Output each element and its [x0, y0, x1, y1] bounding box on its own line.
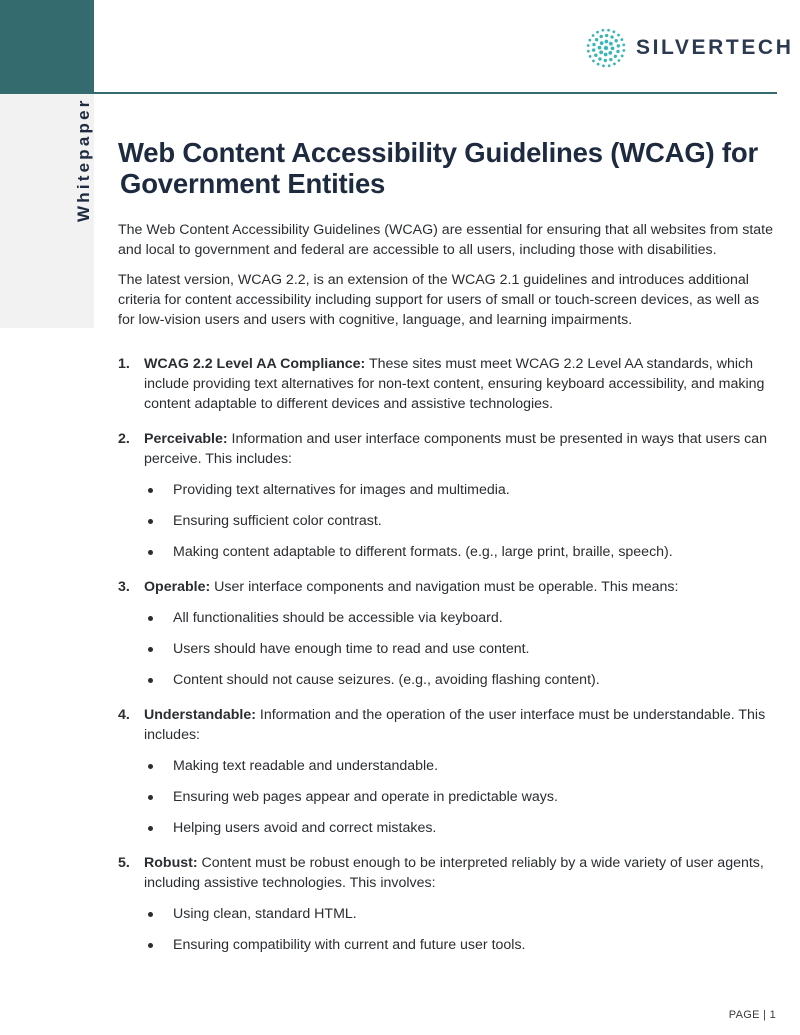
logo-dot: [614, 55, 617, 58]
logo-dot: [594, 54, 597, 57]
logo-dot: [622, 43, 625, 46]
page-title: [118, 137, 778, 199]
logo-dot: [604, 53, 608, 57]
logo-dot: [599, 50, 603, 54]
item-number: 2.: [118, 431, 130, 447]
logo-dot: [589, 55, 592, 58]
bullet-item: All functionalities should be accessible via keyboard.: [144, 608, 778, 628]
logo-dot: [621, 55, 624, 58]
item-text: Information and user interface components must be presented in ways that users can perceive. This includes:: [144, 431, 768, 467]
sidebar-label: Whitepaper: [74, 97, 93, 222]
logo-dot: [609, 42, 613, 46]
logo-dot: [604, 46, 608, 50]
logo-dot: [592, 43, 595, 46]
item-heading: Understandable:: [144, 707, 256, 723]
bullet-item: Content should not cause seizures. (e.g., avoiding flashing content).: [144, 670, 778, 690]
bullet-list: [144, 904, 778, 955]
intro-paragraph-2: The latest version, WCAG 2.2, is an extension of the WCAG 2.1 guidelines and introduces additional criteria for content accessibility including support for users of small or touch-screen devices, as well as for low-vision users and users with cognitive, language, and learning impairments.: [118, 272, 760, 328]
logo-dot: [607, 29, 610, 32]
title-line-1: Web Content Accessibility Guidelines (WCAG) for: [118, 137, 758, 168]
header-divider: [94, 92, 777, 94]
item-text: These sites must meet WCAG 2.2 Level AA standards, which include providing text alternatives for non-text content, ensuring keyboard accessibility, and making content adaptable to different devices and assistive technologies.: [144, 356, 765, 412]
page-number: PAGE | 1: [728, 1009, 776, 1021]
item-text: Information and the operation of the user interface must be understandable. This includes:: [144, 707, 766, 743]
guideline-item: [118, 577, 778, 690]
logo-dot: [596, 31, 599, 34]
logo-dot: [604, 59, 607, 62]
bullet-item: Making text readable and understandable.: [144, 756, 778, 776]
document-body: [118, 137, 778, 970]
logo-dot: [602, 64, 605, 67]
corner-color-block: [0, 0, 94, 94]
bullet-list: [144, 480, 778, 562]
guideline-item: [118, 354, 778, 414]
logo-dot: [605, 34, 608, 37]
logo-dot: [618, 59, 621, 62]
logo-dot: [608, 64, 611, 67]
logo-dot: [617, 34, 620, 37]
logo-dot: [613, 30, 616, 33]
logo-dot: [622, 49, 625, 52]
logo-dot: [595, 38, 598, 41]
logo-dot: [598, 57, 601, 60]
bullet-list: [144, 756, 778, 838]
bullet-item: Using clean, standard HTML.: [144, 904, 778, 924]
item-heading: Perceivable:: [144, 431, 228, 447]
logo-dot: [592, 34, 595, 37]
item-number: 5.: [118, 855, 130, 871]
item-heading: Robust:: [144, 855, 198, 871]
logo-text: SILVERTECH: [636, 36, 794, 59]
logo-dot: [599, 35, 602, 38]
guideline-item: [118, 705, 778, 838]
bullet-item: Ensuring sufficient color contrast.: [144, 511, 778, 531]
guideline-list: [118, 354, 778, 955]
logo-dot: [592, 48, 595, 51]
title-line-2: Government Entities: [120, 168, 386, 199]
logo-dot: [600, 41, 604, 45]
item-number: 4.: [118, 707, 130, 723]
bullet-list: [144, 608, 778, 690]
dotted-globe-icon: [586, 28, 626, 68]
logo-dot: [587, 50, 590, 53]
company-logo: [586, 28, 793, 68]
intro-paragraph-1: The Web Content Accessibility Guidelines (WCAG) are essential for ensuring that all websites from state and local to government and federal are accessible to all users, including those with disabilities.: [118, 222, 774, 258]
item-heading: WCAG 2.2 Level AA Compliance:: [144, 356, 366, 372]
bullet-item: Ensuring web pages appear and operate in predictable ways.: [144, 787, 778, 807]
item-number: 3.: [118, 579, 130, 595]
item-number: 1.: [118, 356, 130, 372]
logo-dot: [621, 38, 624, 41]
bullet-item: Providing text alternatives for images and multimedia.: [144, 480, 778, 500]
logo-dot: [592, 60, 595, 63]
logo-dot: [601, 29, 604, 32]
guideline-item: [118, 429, 778, 562]
logo-dot: [587, 44, 590, 47]
item-text: User interface components and navigation must be operable. This means:: [210, 579, 679, 595]
logo-dot: [608, 51, 612, 55]
logo-dot: [598, 46, 602, 50]
logo-dot: [613, 63, 616, 66]
item-heading: Operable:: [144, 579, 211, 595]
bullet-item: Users should have enough time to read and use content.: [144, 639, 778, 659]
logo-dot: [616, 50, 619, 53]
logo-dot: [597, 63, 600, 66]
bullet-item: Helping users avoid and correct mistakes.: [144, 818, 778, 838]
logo-dot: [617, 44, 620, 47]
item-text: Content must be robust enough to be interpreted reliably by a wide variety of user agents, including assistive technologies. This involves:: [144, 855, 764, 891]
logo-dot: [609, 58, 612, 61]
logo-dot: [611, 46, 615, 50]
logo-dot: [614, 39, 617, 42]
bullet-item: Ensuring compatibility with current and future user tools.: [144, 935, 778, 955]
logo-dot: [604, 40, 608, 44]
guideline-item: [118, 853, 778, 955]
bullet-item: Making content adaptable to different formats. (e.g., large print, braille, speech).: [144, 542, 778, 562]
logo-dot: [610, 35, 613, 38]
logo-dot: [588, 39, 591, 42]
